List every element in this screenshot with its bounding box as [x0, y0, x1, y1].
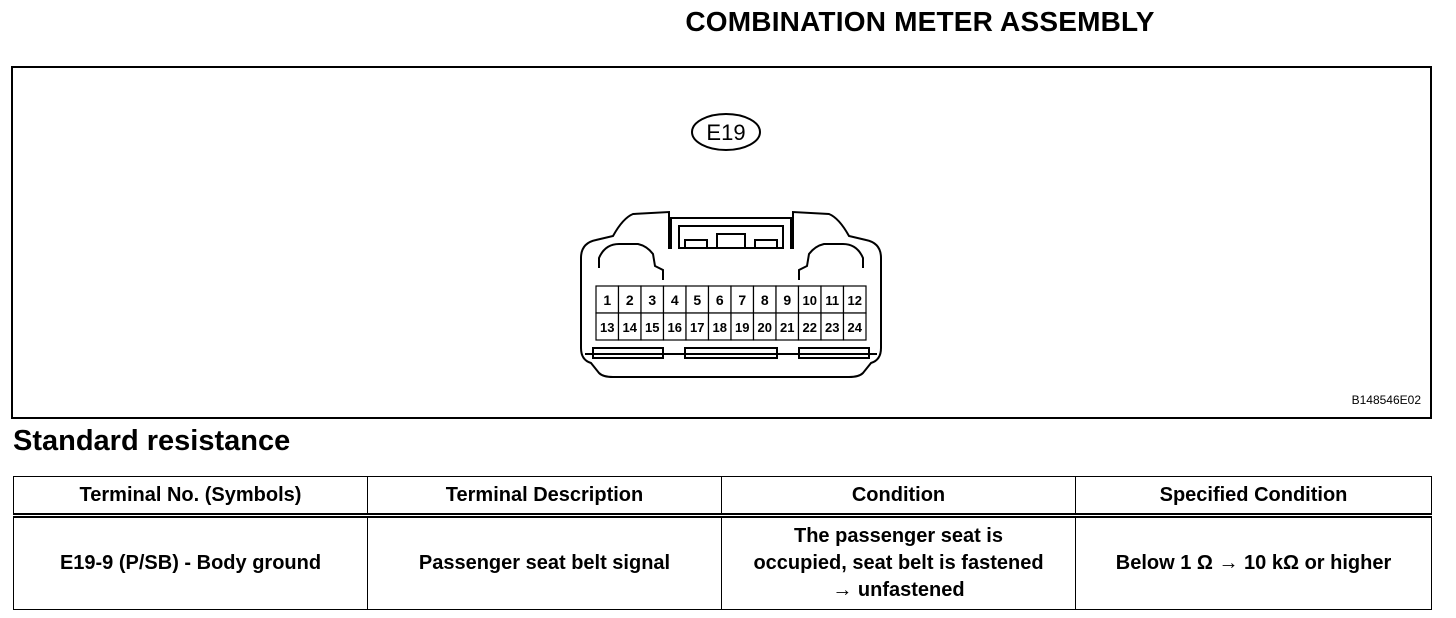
header-condition: Condition: [722, 477, 1076, 516]
pin-number: 15: [645, 320, 660, 335]
pin-number: 9: [783, 292, 792, 308]
pin-number: 14: [622, 320, 637, 335]
pin-number: 17: [690, 320, 705, 335]
cell-terminal: E19-9 (P/SB) - Body ground: [14, 516, 368, 610]
page-title: COMBINATION METER ASSEMBLY: [685, 6, 1155, 37]
pin-grid: [596, 286, 866, 340]
pin-number: 13: [600, 320, 615, 335]
section-heading: Standard resistance: [13, 425, 291, 457]
pin-number: 19: [735, 320, 750, 335]
pin-number: 7: [738, 292, 747, 308]
connector-diagram: [13, 68, 1430, 417]
header-terminal: Terminal No. (Symbols): [14, 477, 368, 516]
pin-number: 10: [802, 293, 817, 308]
pin-number: 20: [757, 320, 772, 335]
cell-condition: The passenger seat is occupied, seat belt is fastened → unfastened: [722, 516, 1076, 610]
table-header-row: [14, 477, 1432, 516]
pin-number: 1: [603, 292, 612, 308]
pin-number: 5: [693, 292, 702, 308]
header-description: Terminal Description: [368, 477, 722, 516]
figure-code: B148546E02: [1351, 393, 1421, 407]
connector-figure: [11, 66, 1432, 419]
pin-number: 2: [625, 292, 634, 308]
pin-number: 21: [780, 320, 795, 335]
pin-number: 11: [825, 293, 840, 308]
pin-number: 24: [847, 320, 862, 335]
pin-number: 18: [712, 320, 727, 335]
connector-label: E19: [706, 120, 746, 145]
pin-number: 23: [825, 320, 840, 335]
cell-specified: Below 1 Ω → 10 kΩ or higher: [1076, 516, 1432, 610]
pin-number: 22: [802, 320, 817, 335]
pin-number: 4: [670, 292, 679, 308]
pin-number: 3: [648, 292, 657, 308]
cell-description: Passenger seat belt signal: [368, 516, 722, 610]
table-row: [14, 516, 1432, 610]
header-specified: Specified Condition: [1076, 477, 1432, 516]
standard-resistance-table: [13, 476, 1432, 610]
pin-number: 16: [667, 320, 682, 335]
pin-number: 8: [760, 292, 769, 308]
pin-number: 6: [715, 292, 724, 308]
pin-number: 12: [847, 293, 862, 308]
